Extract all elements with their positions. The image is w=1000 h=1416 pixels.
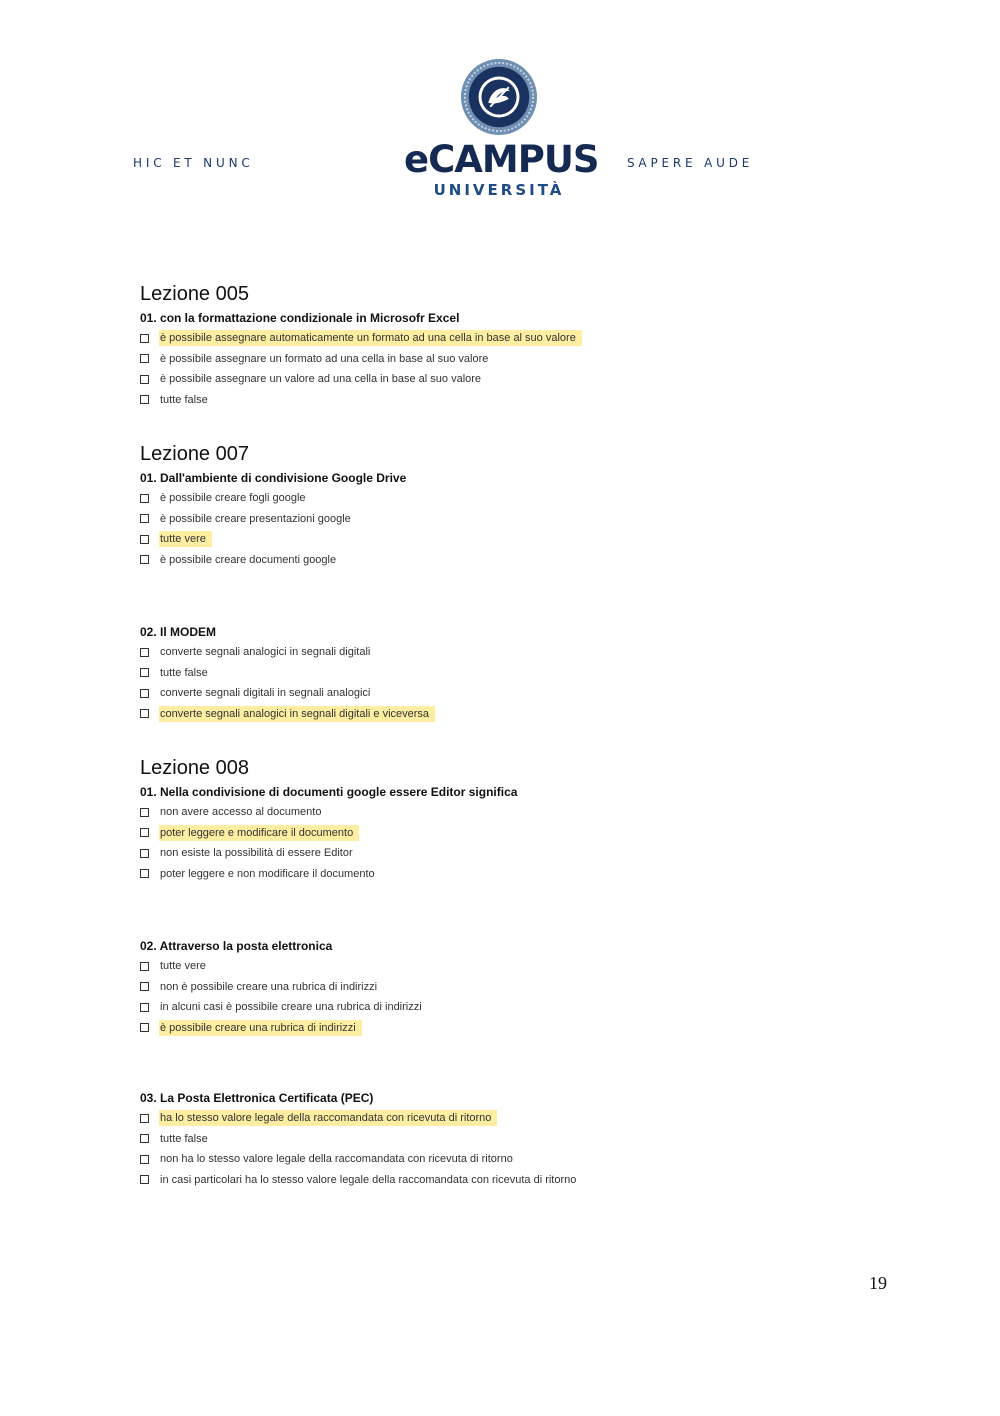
checkbox-icon [140, 709, 149, 718]
answer-text: converte segnali analogici in segnali digitali [160, 646, 371, 659]
answer-text: è possibile assegnare automaticamente un formato ad una cella in base al suo valore [159, 330, 582, 346]
answer-option [140, 704, 900, 725]
checkbox-icon [140, 962, 149, 971]
lesson-title: Lezione 007 [140, 443, 249, 465]
checkbox-icon [140, 1114, 149, 1123]
question-block [140, 308, 900, 410]
answer-option [140, 1149, 900, 1170]
question-text: 01. Nella condivisione di documenti google essere Editor significa [140, 785, 518, 799]
answer-text: non esiste la possibilità di essere Editor [160, 847, 353, 860]
question-block [140, 936, 900, 1038]
answer-text: converte segnali analogici in segnali digitali e viceversa [159, 706, 435, 722]
university-seal-logo [460, 58, 538, 136]
checkbox-icon [140, 1155, 149, 1164]
motto-left: H I C E T N U N C [133, 156, 250, 170]
answer-option [140, 488, 900, 509]
page-header [0, 0, 1000, 220]
question-block [140, 782, 900, 884]
checkbox-icon [140, 354, 149, 363]
answer-option [140, 683, 900, 704]
answer-text: tutte vere [160, 960, 206, 973]
document-body [140, 280, 900, 1190]
answer-option [140, 663, 900, 684]
spacer [140, 1038, 900, 1088]
answer-text: è possibile assegnare un valore ad una cella in base al suo valore [160, 373, 482, 386]
answer-text: tutte vere [159, 531, 212, 547]
checkbox-icon [140, 1134, 149, 1143]
question-text: 02. Il MODEM [140, 625, 217, 639]
checkbox-icon [140, 375, 149, 384]
answer-option [140, 977, 900, 998]
answer-option [140, 956, 900, 977]
checkbox-icon [140, 828, 149, 837]
answer-option [140, 509, 900, 530]
checkbox-icon [140, 849, 149, 858]
spacer [140, 410, 900, 440]
answer-text: in alcuni casi è possibile creare una rubrica di indirizzi [160, 1001, 422, 1014]
checkbox-icon [140, 869, 149, 878]
checkbox-icon [140, 1023, 149, 1032]
lesson-section [140, 754, 900, 1190]
lesson-title: Lezione 008 [140, 757, 249, 779]
answer-text: non è possibile creare una rubrica di indirizzi [160, 980, 378, 993]
checkbox-icon [140, 648, 149, 657]
answer-option [140, 1170, 900, 1191]
checkbox-icon [140, 808, 149, 817]
checkbox-icon [140, 689, 149, 698]
checkbox-icon [140, 334, 149, 343]
answer-option [140, 369, 900, 390]
brand-wordmark: eCAMPUS [404, 138, 599, 181]
answer-option [140, 997, 900, 1018]
answer-text: non ha lo stesso valore legale della raccomandata con ricevuta di ritorno [160, 1153, 513, 1166]
answer-option [140, 1018, 900, 1039]
answer-text: converte segnali digitali in segnali analogici [160, 687, 371, 700]
checkbox-icon [140, 1175, 149, 1184]
answer-text: tutte false [160, 1132, 208, 1145]
checkbox-icon [140, 1003, 149, 1012]
motto-right: S A P E R E A U D E [627, 156, 750, 170]
spacer [140, 884, 900, 936]
answer-text: poter leggere e non modificare il documento [160, 867, 375, 880]
checkbox-icon [140, 982, 149, 991]
answer-option [140, 823, 900, 844]
answer-text: in casi particolari ha lo stesso valore legale della raccomandata con ricevuta di ritorno [160, 1173, 577, 1186]
answer-option [140, 349, 900, 370]
answer-text: tutte false [160, 393, 208, 406]
lesson-section [140, 440, 900, 724]
lesson-title: Lezione 005 [140, 283, 249, 305]
answer-text: non avere accesso al documento [160, 806, 322, 819]
brand-subtitle: UNIVERSITÀ [433, 181, 565, 199]
checkbox-icon [140, 514, 149, 523]
question-block [140, 1088, 900, 1190]
answer-text: è possibile assegnare un formato ad una cella in base al suo valore [160, 352, 489, 365]
answer-option [140, 550, 900, 571]
checkbox-icon [140, 494, 149, 503]
lesson-section [140, 280, 900, 410]
answer-option [140, 328, 900, 349]
answer-text: tutte false [160, 666, 208, 679]
spacer [140, 570, 900, 622]
checkbox-icon [140, 668, 149, 677]
answer-text: è possibile creare una rubrica di indirizzi [159, 1020, 362, 1036]
answer-text: ha lo stesso valore legale della raccomandata con ricevuta di ritorno [159, 1110, 497, 1126]
checkbox-icon [140, 555, 149, 564]
checkbox-icon [140, 395, 149, 404]
question-text: 01. Dall'ambiente di condivisione Google Drive [140, 471, 407, 485]
question-block [140, 468, 900, 570]
answer-text: è possibile creare fogli google [160, 492, 306, 505]
answer-option [140, 1108, 900, 1129]
checkbox-icon [140, 535, 149, 544]
answer-option [140, 802, 900, 823]
answer-option [140, 864, 900, 885]
question-text: 02. Attraverso la posta elettronica [140, 939, 333, 953]
spacer [140, 724, 900, 754]
question-text: 01. con la formattazione condizionale in Microsofr Excel [140, 311, 460, 325]
question-text: 03. La Posta Elettronica Certificata (PEC) [140, 1091, 374, 1105]
question-block [140, 622, 900, 724]
answer-text: è possibile creare presentazioni google [160, 512, 351, 525]
answer-option [140, 529, 900, 550]
answer-text: poter leggere e modificare il documento [159, 825, 359, 841]
answer-option [140, 1129, 900, 1150]
answer-option [140, 642, 900, 663]
page-number: 19 [869, 1273, 887, 1293]
answer-option [140, 843, 900, 864]
answer-option [140, 390, 900, 411]
answer-text: è possibile creare documenti google [160, 553, 337, 566]
